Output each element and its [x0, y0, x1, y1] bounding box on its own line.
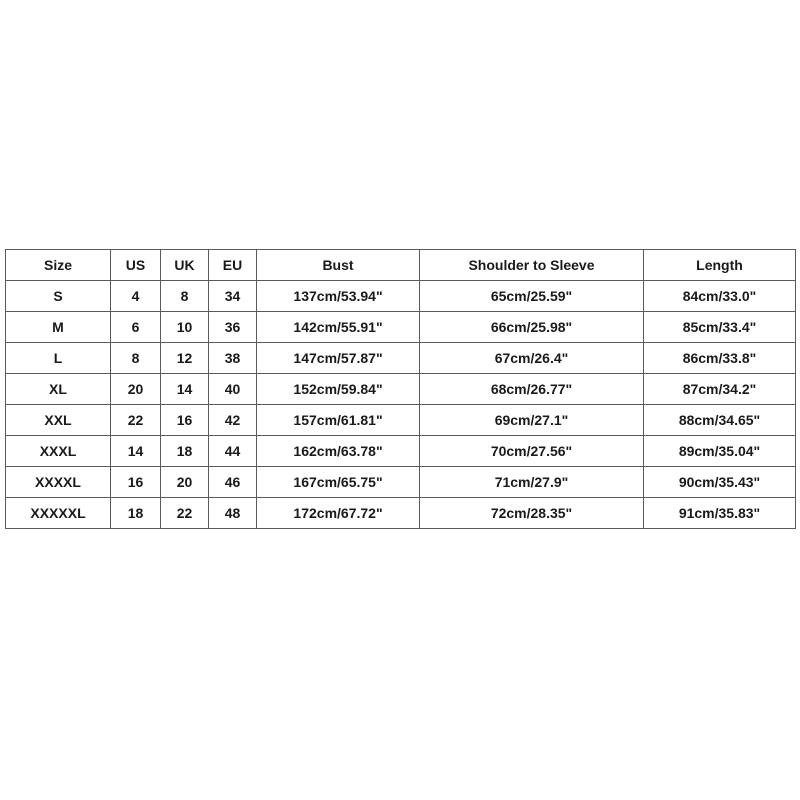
cell-length: 88cm/34.65" — [644, 405, 796, 436]
cell-bust: 137cm/53.94" — [257, 281, 420, 312]
cell-us: 8 — [111, 343, 161, 374]
cell-eu: 46 — [209, 467, 257, 498]
cell-bust: 147cm/57.87" — [257, 343, 420, 374]
cell-shoulder-to-sleeve: 71cm/27.9" — [420, 467, 644, 498]
cell-shoulder-to-sleeve: 72cm/28.35" — [420, 498, 644, 529]
cell-shoulder-to-sleeve: 70cm/27.56" — [420, 436, 644, 467]
cell-length: 86cm/33.8" — [644, 343, 796, 374]
cell-us: 4 — [111, 281, 161, 312]
table-row — [6, 436, 796, 467]
table-row — [6, 498, 796, 529]
header-row — [6, 250, 796, 281]
cell-us: 20 — [111, 374, 161, 405]
cell-eu: 38 — [209, 343, 257, 374]
header-uk: UK — [161, 250, 209, 281]
cell-length: 91cm/35.83" — [644, 498, 796, 529]
header-size: Size — [6, 250, 111, 281]
header-bust: Bust — [257, 250, 420, 281]
cell-us: 6 — [111, 312, 161, 343]
cell-eu: 40 — [209, 374, 257, 405]
cell-bust: 162cm/63.78" — [257, 436, 420, 467]
table-row — [6, 374, 796, 405]
cell-us: 14 — [111, 436, 161, 467]
cell-eu: 44 — [209, 436, 257, 467]
size-chart-table — [5, 249, 796, 529]
cell-eu: 42 — [209, 405, 257, 436]
header-us: US — [111, 250, 161, 281]
cell-shoulder-to-sleeve: 67cm/26.4" — [420, 343, 644, 374]
table-row — [6, 467, 796, 498]
cell-length: 85cm/33.4" — [644, 312, 796, 343]
cell-bust: 172cm/67.72" — [257, 498, 420, 529]
cell-shoulder-to-sleeve: 69cm/27.1" — [420, 405, 644, 436]
cell-bust: 152cm/59.84" — [257, 374, 420, 405]
header-length: Length — [644, 250, 796, 281]
cell-size: XXL — [6, 405, 111, 436]
cell-size: XXXL — [6, 436, 111, 467]
cell-uk: 12 — [161, 343, 209, 374]
header-shoulder-to-sleeve: Shoulder to Sleeve — [420, 250, 644, 281]
cell-uk: 10 — [161, 312, 209, 343]
cell-length: 87cm/34.2" — [644, 374, 796, 405]
cell-uk: 8 — [161, 281, 209, 312]
cell-shoulder-to-sleeve: 65cm/25.59" — [420, 281, 644, 312]
cell-size: XXXXL — [6, 467, 111, 498]
table-row — [6, 343, 796, 374]
table-row — [6, 281, 796, 312]
cell-size: S — [6, 281, 111, 312]
cell-eu: 48 — [209, 498, 257, 529]
cell-length: 84cm/33.0" — [644, 281, 796, 312]
cell-length: 89cm/35.04" — [644, 436, 796, 467]
cell-eu: 36 — [209, 312, 257, 343]
cell-uk: 22 — [161, 498, 209, 529]
cell-length: 90cm/35.43" — [644, 467, 796, 498]
cell-bust: 157cm/61.81" — [257, 405, 420, 436]
cell-uk: 20 — [161, 467, 209, 498]
cell-size: L — [6, 343, 111, 374]
cell-uk: 14 — [161, 374, 209, 405]
cell-size: XXXXXL — [6, 498, 111, 529]
cell-uk: 18 — [161, 436, 209, 467]
cell-size: M — [6, 312, 111, 343]
cell-shoulder-to-sleeve: 68cm/26.77" — [420, 374, 644, 405]
cell-us: 18 — [111, 498, 161, 529]
cell-eu: 34 — [209, 281, 257, 312]
table-row — [6, 405, 796, 436]
cell-shoulder-to-sleeve: 66cm/25.98" — [420, 312, 644, 343]
cell-uk: 16 — [161, 405, 209, 436]
table-row — [6, 312, 796, 343]
cell-size: XL — [6, 374, 111, 405]
cell-us: 22 — [111, 405, 161, 436]
header-eu: EU — [209, 250, 257, 281]
cell-bust: 142cm/55.91" — [257, 312, 420, 343]
cell-bust: 167cm/65.75" — [257, 467, 420, 498]
cell-us: 16 — [111, 467, 161, 498]
